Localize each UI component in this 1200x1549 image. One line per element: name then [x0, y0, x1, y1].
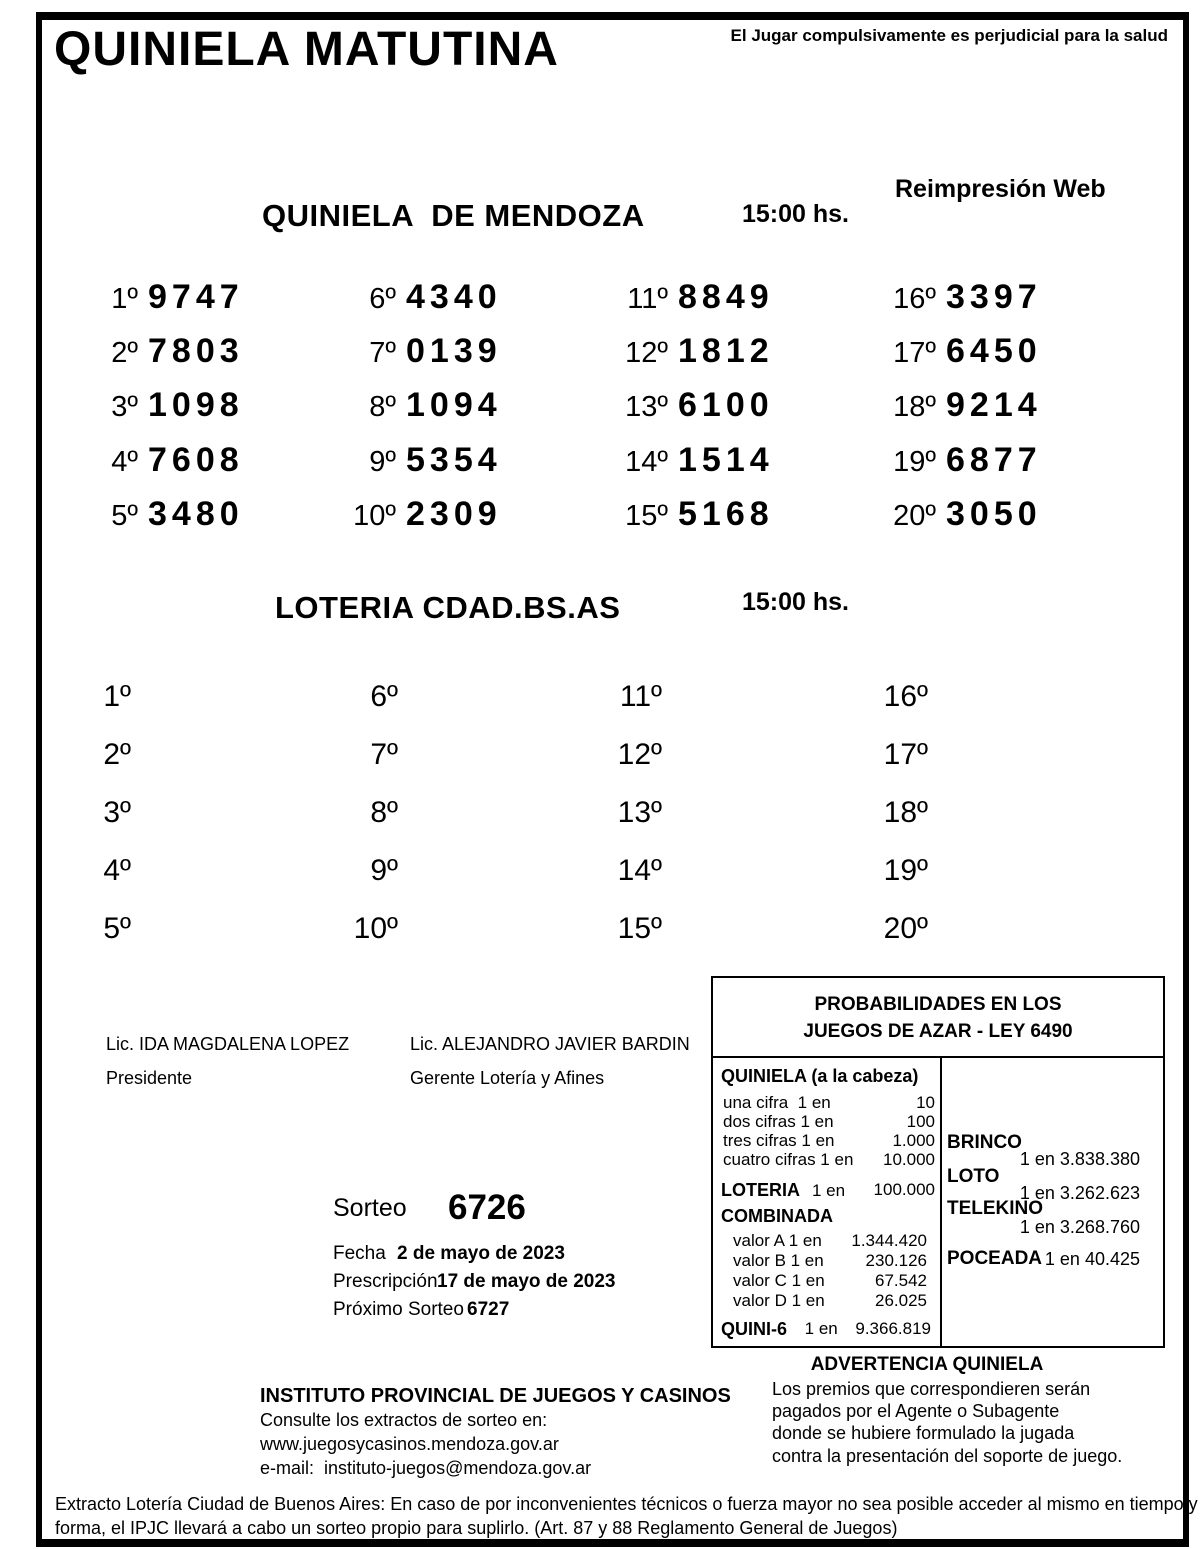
loteria-odds-label: [721, 1180, 845, 1201]
mendoza-result-cell: [38, 334, 244, 368]
mendoza-result-cell: [296, 334, 502, 368]
odds-value: 100: [906, 1112, 935, 1131]
odds-row: [723, 1131, 935, 1151]
result-position: 11º: [627, 283, 668, 315]
result-number: 3397: [946, 278, 1042, 316]
result-number: 5168: [678, 495, 774, 533]
bsas-position-cell: [31, 740, 131, 770]
bsas-position-cell: [31, 856, 131, 886]
mendoza-section-title: QUINIELA DE MENDOZA: [262, 198, 645, 233]
mendoza-result-cell: [38, 280, 244, 314]
result-position: 16º: [883, 680, 928, 713]
odds-label: valor A 1 en: [733, 1231, 822, 1250]
mendoza-result-cell: [836, 497, 1042, 531]
game-name-telekino: TELEKINO: [947, 1198, 1044, 1219]
signature-manager-name: Lic. ALEJANDRO JAVIER BARDIN: [410, 1034, 690, 1054]
warning-line: Los premios que correspondieren serán: [772, 1379, 1091, 1399]
result-number: 6100: [678, 386, 774, 424]
result-position: 10º: [353, 500, 396, 532]
column-divider: [940, 1058, 942, 1346]
bsas-position-cell: [298, 914, 398, 944]
mendoza-result-cell: [38, 388, 244, 422]
loteria-odds-name: LOTERIA: [721, 1180, 800, 1200]
prescription-value: 17 de mayo de 2023: [437, 1271, 616, 1292]
result-position: 14º: [625, 446, 668, 478]
next-draw-value: 6727: [467, 1299, 510, 1320]
odds-value: 26.025: [875, 1291, 927, 1310]
result-position: 4º: [111, 446, 138, 478]
odds-label: valor B 1 en: [733, 1251, 824, 1270]
web-reprint-label: Reimpresión Web: [895, 175, 1106, 203]
odds-row: [723, 1112, 935, 1132]
result-position: 19º: [893, 446, 936, 478]
result-position: 2º: [111, 337, 138, 369]
result-position: 3º: [111, 391, 138, 423]
odds-label: tres cifras 1 en: [723, 1131, 835, 1150]
result-position: 2º: [103, 738, 131, 771]
draw-number: 6726: [448, 1188, 526, 1227]
bsas-position-cell: [31, 798, 131, 828]
page-title: QUINIELA MATUTINA: [54, 23, 559, 76]
result-number: 2309: [406, 495, 502, 533]
result-number: 1094: [406, 386, 502, 424]
result-position: 15º: [617, 912, 662, 945]
result-number: 0139: [406, 332, 502, 370]
institute-website: www.juegosycasinos.mendoza.gov.ar: [260, 1434, 559, 1454]
bsas-position-cell: [828, 798, 928, 828]
bsas-position-cell: [298, 740, 398, 770]
result-number: 9747: [148, 278, 244, 316]
result-position: 13º: [625, 391, 668, 423]
odds-value: 67.542: [875, 1271, 927, 1290]
institute-email: e-mail: instituto-juegos@mendoza.gov.ar: [260, 1458, 592, 1478]
result-position: 13º: [617, 796, 662, 829]
warning-line: contra la presentación del soporte de juego.: [772, 1446, 1123, 1466]
result-position: 12º: [617, 738, 662, 771]
quini6-odds-mid: 1 en: [804, 1319, 838, 1338]
result-position: 20º: [893, 500, 936, 532]
bsas-position-cell: [828, 856, 928, 886]
bsas-position-cell: [562, 798, 662, 828]
odds-row: [723, 1093, 935, 1113]
odds-label: cuatro cifras 1 en: [723, 1150, 854, 1169]
bsas-position-cell: [562, 682, 662, 712]
result-position: 3º: [103, 796, 131, 829]
quiniela-odds-header: QUINIELA (a la cabeza): [721, 1066, 919, 1086]
game-name-brinco: BRINCO: [947, 1132, 1022, 1153]
game-odds-loto: 1 en 3.262.623: [1019, 1183, 1140, 1203]
game-odds-brinco: 1 en 3.838.380: [1019, 1149, 1140, 1169]
mendoza-result-cell: [568, 388, 774, 422]
result-number: 7608: [148, 441, 244, 479]
result-position: 14º: [617, 854, 662, 887]
result-position: 7º: [370, 738, 398, 771]
result-position: 17º: [893, 337, 936, 369]
bsas-draw-time: 15:00 hs.: [742, 588, 850, 616]
result-number: 4340: [406, 278, 502, 316]
draw-label: Sorteo: [333, 1194, 407, 1222]
bsas-position-cell: [828, 740, 928, 770]
bsas-position-cell: [298, 856, 398, 886]
mendoza-result-cell: [568, 280, 774, 314]
result-number: 8849: [678, 278, 774, 316]
gambling-warning-slogan: El Jugar compulsivamente es perjudicial para la salud: [730, 26, 1168, 45]
result-position: 12º: [625, 337, 668, 369]
mendoza-result-cell: [836, 388, 1042, 422]
result-position: 10º: [353, 912, 398, 945]
quini6-odds-name: QUINI-6: [721, 1319, 788, 1339]
result-position: 9º: [370, 854, 398, 887]
result-position: 19º: [883, 854, 928, 887]
mendoza-result-cell: [296, 497, 502, 531]
result-number: 7803: [148, 332, 244, 370]
result-number: 5354: [406, 441, 502, 479]
result-position: 18º: [893, 391, 936, 423]
bsas-position-cell: [31, 914, 131, 944]
probabilities-box: [711, 976, 1165, 1348]
result-position: 9º: [369, 446, 396, 478]
warning-line: pagados por el Agente o Subagente: [772, 1401, 1060, 1421]
signature-president-role: Presidente: [106, 1068, 193, 1088]
institute-consult-line: Consulte los extractos de sorteo en:: [260, 1410, 548, 1430]
bsas-position-cell: [298, 798, 398, 828]
result-position: 16º: [893, 283, 936, 315]
result-number: 6450: [946, 332, 1042, 370]
result-position: 5º: [103, 912, 131, 945]
result-number: 1514: [678, 441, 774, 479]
result-position: 15º: [625, 500, 668, 532]
bsas-position-cell: [298, 682, 398, 712]
footer-note-line: Extracto Lotería Ciudad de Buenos Aires: En caso de por inconvenientes técnicos o fuerza mayor no sea posible acceder al mismo en tiempo y: [55, 1494, 1198, 1514]
result-number: 1812: [678, 332, 774, 370]
loteria-odds-value: 100.000: [873, 1180, 935, 1199]
footer-note-line: forma, el IPJC llevará a cabo un sorteo propio para suplirlo. (Art. 87 y 88 Reglamento General de Juegos): [55, 1518, 898, 1538]
odds-label: valor D 1 en: [733, 1291, 825, 1310]
signature-manager-role: Gerente Lotería y Afines: [410, 1068, 605, 1088]
combinada-odds-header: COMBINADA: [721, 1206, 833, 1226]
odds-row: [723, 1150, 935, 1170]
odds-row: [733, 1251, 927, 1271]
mendoza-result-cell: [38, 497, 244, 531]
mendoza-result-cell: [296, 388, 502, 422]
bsas-position-cell: [562, 740, 662, 770]
odds-value: 1.344.420: [851, 1231, 927, 1250]
prescription-label: Prescripción: [333, 1271, 438, 1292]
bsas-position-cell: [31, 682, 131, 712]
date-label: Fecha: [333, 1243, 386, 1264]
odds-label: una cifra 1 en: [723, 1093, 831, 1112]
loteria-odds-mid: 1 en: [812, 1181, 846, 1200]
mendoza-result-cell: [568, 497, 774, 531]
bsas-position-cell: [562, 914, 662, 944]
mendoza-draw-time: 15:00 hs.: [742, 200, 850, 228]
mendoza-result-cell: [568, 334, 774, 368]
result-position: 8º: [369, 391, 396, 423]
result-position: 18º: [883, 796, 928, 829]
odds-value: 10: [916, 1093, 935, 1112]
result-number: 3480: [148, 495, 244, 533]
odds-value: 10.000: [883, 1150, 935, 1169]
result-position: 1º: [111, 283, 138, 315]
result-position: 4º: [103, 854, 131, 887]
bsas-position-cell: [828, 914, 928, 944]
result-number: 9214: [946, 386, 1042, 424]
bsas-section-title: LOTERIA CDAD.BS.AS: [275, 590, 621, 625]
signature-president-name: Lic. IDA MAGDALENA LOPEZ: [106, 1034, 350, 1054]
result-position: 5º: [111, 500, 138, 532]
odds-row: [733, 1291, 927, 1311]
result-number: 6877: [946, 441, 1042, 479]
result-position: 8º: [370, 796, 398, 829]
quini6-odds-row: [721, 1319, 931, 1340]
mendoza-result-cell: [296, 443, 502, 477]
game-odds-poceada: 1 en 40.425: [1044, 1249, 1140, 1269]
game-odds-telekino: 1 en 3.268.760: [1019, 1217, 1140, 1237]
mendoza-result-cell: [836, 443, 1042, 477]
odds-value: 1.000: [892, 1131, 935, 1150]
game-name-loto: LOTO: [947, 1166, 1000, 1187]
mendoza-result-cell: [836, 334, 1042, 368]
game-name-poceada: POCEADA: [947, 1248, 1043, 1269]
loteria-odds-row: [721, 1180, 935, 1201]
result-position: 7º: [369, 337, 396, 369]
probabilities-title: [713, 978, 1163, 1058]
mendoza-result-cell: [836, 280, 1042, 314]
result-position: 1º: [103, 680, 131, 713]
result-position: 11º: [619, 680, 662, 713]
result-position: 6º: [369, 283, 396, 315]
bsas-position-cell: [562, 856, 662, 886]
result-number: 1098: [148, 386, 244, 424]
mendoza-result-cell: [296, 280, 502, 314]
bsas-position-cell: [828, 682, 928, 712]
probabilities-title-line2: JUEGOS DE AZAR - LEY 6490: [803, 1021, 1073, 1042]
date-value: 2 de mayo de 2023: [397, 1243, 565, 1264]
warning-line: donde se hubiere formulado la jugada: [772, 1423, 1075, 1443]
institute-name: INSTITUTO PROVINCIAL DE JUEGOS Y CASINOS: [260, 1385, 731, 1407]
odds-row: [733, 1231, 927, 1251]
warning-title: ADVERTENCIA QUINIELA: [810, 1354, 1044, 1375]
result-number: 3050: [946, 495, 1042, 533]
result-position: 17º: [883, 738, 928, 771]
result-position: 20º: [883, 912, 928, 945]
odds-value: 230.126: [865, 1251, 927, 1270]
odds-label: valor C 1 en: [733, 1271, 825, 1290]
next-draw-label: Próximo Sorteo: [333, 1299, 464, 1320]
quini6-odds-value: 9.366.819: [855, 1319, 931, 1338]
mendoza-result-cell: [568, 443, 774, 477]
odds-label: dos cifras 1 en: [723, 1112, 834, 1131]
probabilities-title-line1: PROBABILIDADES EN LOS: [814, 994, 1062, 1015]
result-position: 6º: [370, 680, 398, 713]
odds-row: [733, 1271, 927, 1291]
mendoza-result-cell: [38, 443, 244, 477]
